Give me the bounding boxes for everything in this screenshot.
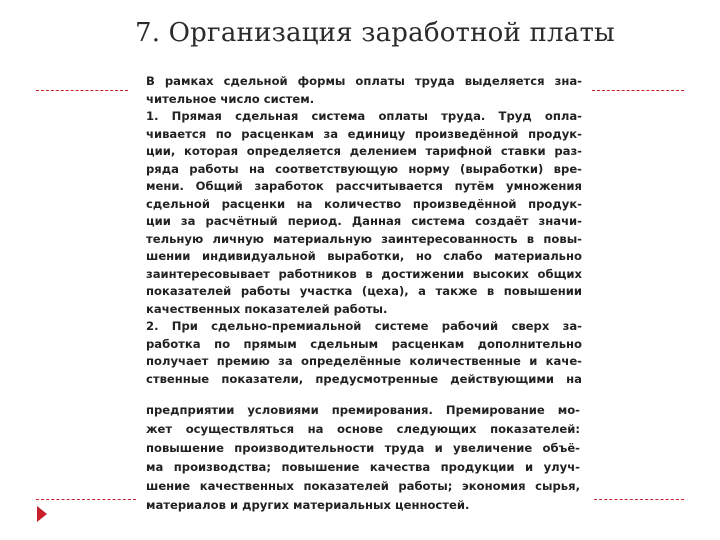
text-line: ственные показатели, предусмотренные действующими на: [146, 371, 582, 386]
text-line: 2. При сдельно-премиальной системе рабочий сверх за-: [146, 319, 582, 333]
text-line: В рамках сдельной формы оплаты труда выделяется зна-: [146, 74, 582, 88]
text-line: чивается по расценкам за единицу произведённой продук-: [146, 126, 582, 141]
divider-bottom-left: [36, 499, 136, 500]
text-line: шении индивидуальной выработки, но слабо материально: [146, 249, 582, 263]
scanned-text-block-top: [146, 73, 582, 388]
text-line: чительное число систем.: [146, 91, 315, 106]
text-line: качественных показателей работы.: [146, 301, 388, 316]
text-line: ции за расчётный период. Данная система создаёт значи-: [146, 214, 582, 228]
text-line: 1. Прямая сдельная система оплаты труда. Труд опла-: [146, 109, 582, 123]
text-line: тельную личную материальную заинтересованность в повы-: [146, 231, 582, 246]
divider-bottom-right: [594, 499, 684, 500]
text-line: ции, которая определяется делением тарифной ставки раз-: [146, 144, 582, 158]
text-line: работка по прямым сдельным расценкам дополнительно: [146, 336, 582, 351]
text-line: предприятии условиями премирования. Премирование мо-: [146, 403, 580, 417]
slide-title: 7. Организация заработной платы: [135, 18, 615, 48]
text-line: сдельной расценки на количество произведённой продук-: [146, 196, 582, 211]
text-line: жет осуществляться на основе следующих показателей:: [146, 422, 580, 436]
text-line: повышение производительности труда и увеличение объё-: [146, 441, 580, 455]
text-line: материалов и других материальных ценностей.: [146, 498, 470, 512]
text-line: заинтересовывает работников в достижении высоких общих: [146, 266, 582, 281]
text-line: ма производства; повышение качества продукции и улуч-: [146, 460, 580, 474]
divider-top-left: [36, 90, 128, 91]
scanned-text-block-bottom: [146, 401, 580, 515]
text-line: шение качественных показателей работы; экономия сырья,: [146, 479, 580, 493]
text-line: показателей работы участка (цеха), а также в повышении: [146, 284, 582, 298]
divider-top-right: [592, 90, 684, 91]
text-line: мени. Общий заработок рассчитывается путём умножения: [146, 179, 582, 193]
arrow-bullet-icon: [37, 506, 47, 522]
text-line: получает премию за определённые количественные и каче-: [146, 354, 582, 368]
text-line: ряда работы на соответствующую норму (выработки) вре-: [146, 161, 582, 176]
